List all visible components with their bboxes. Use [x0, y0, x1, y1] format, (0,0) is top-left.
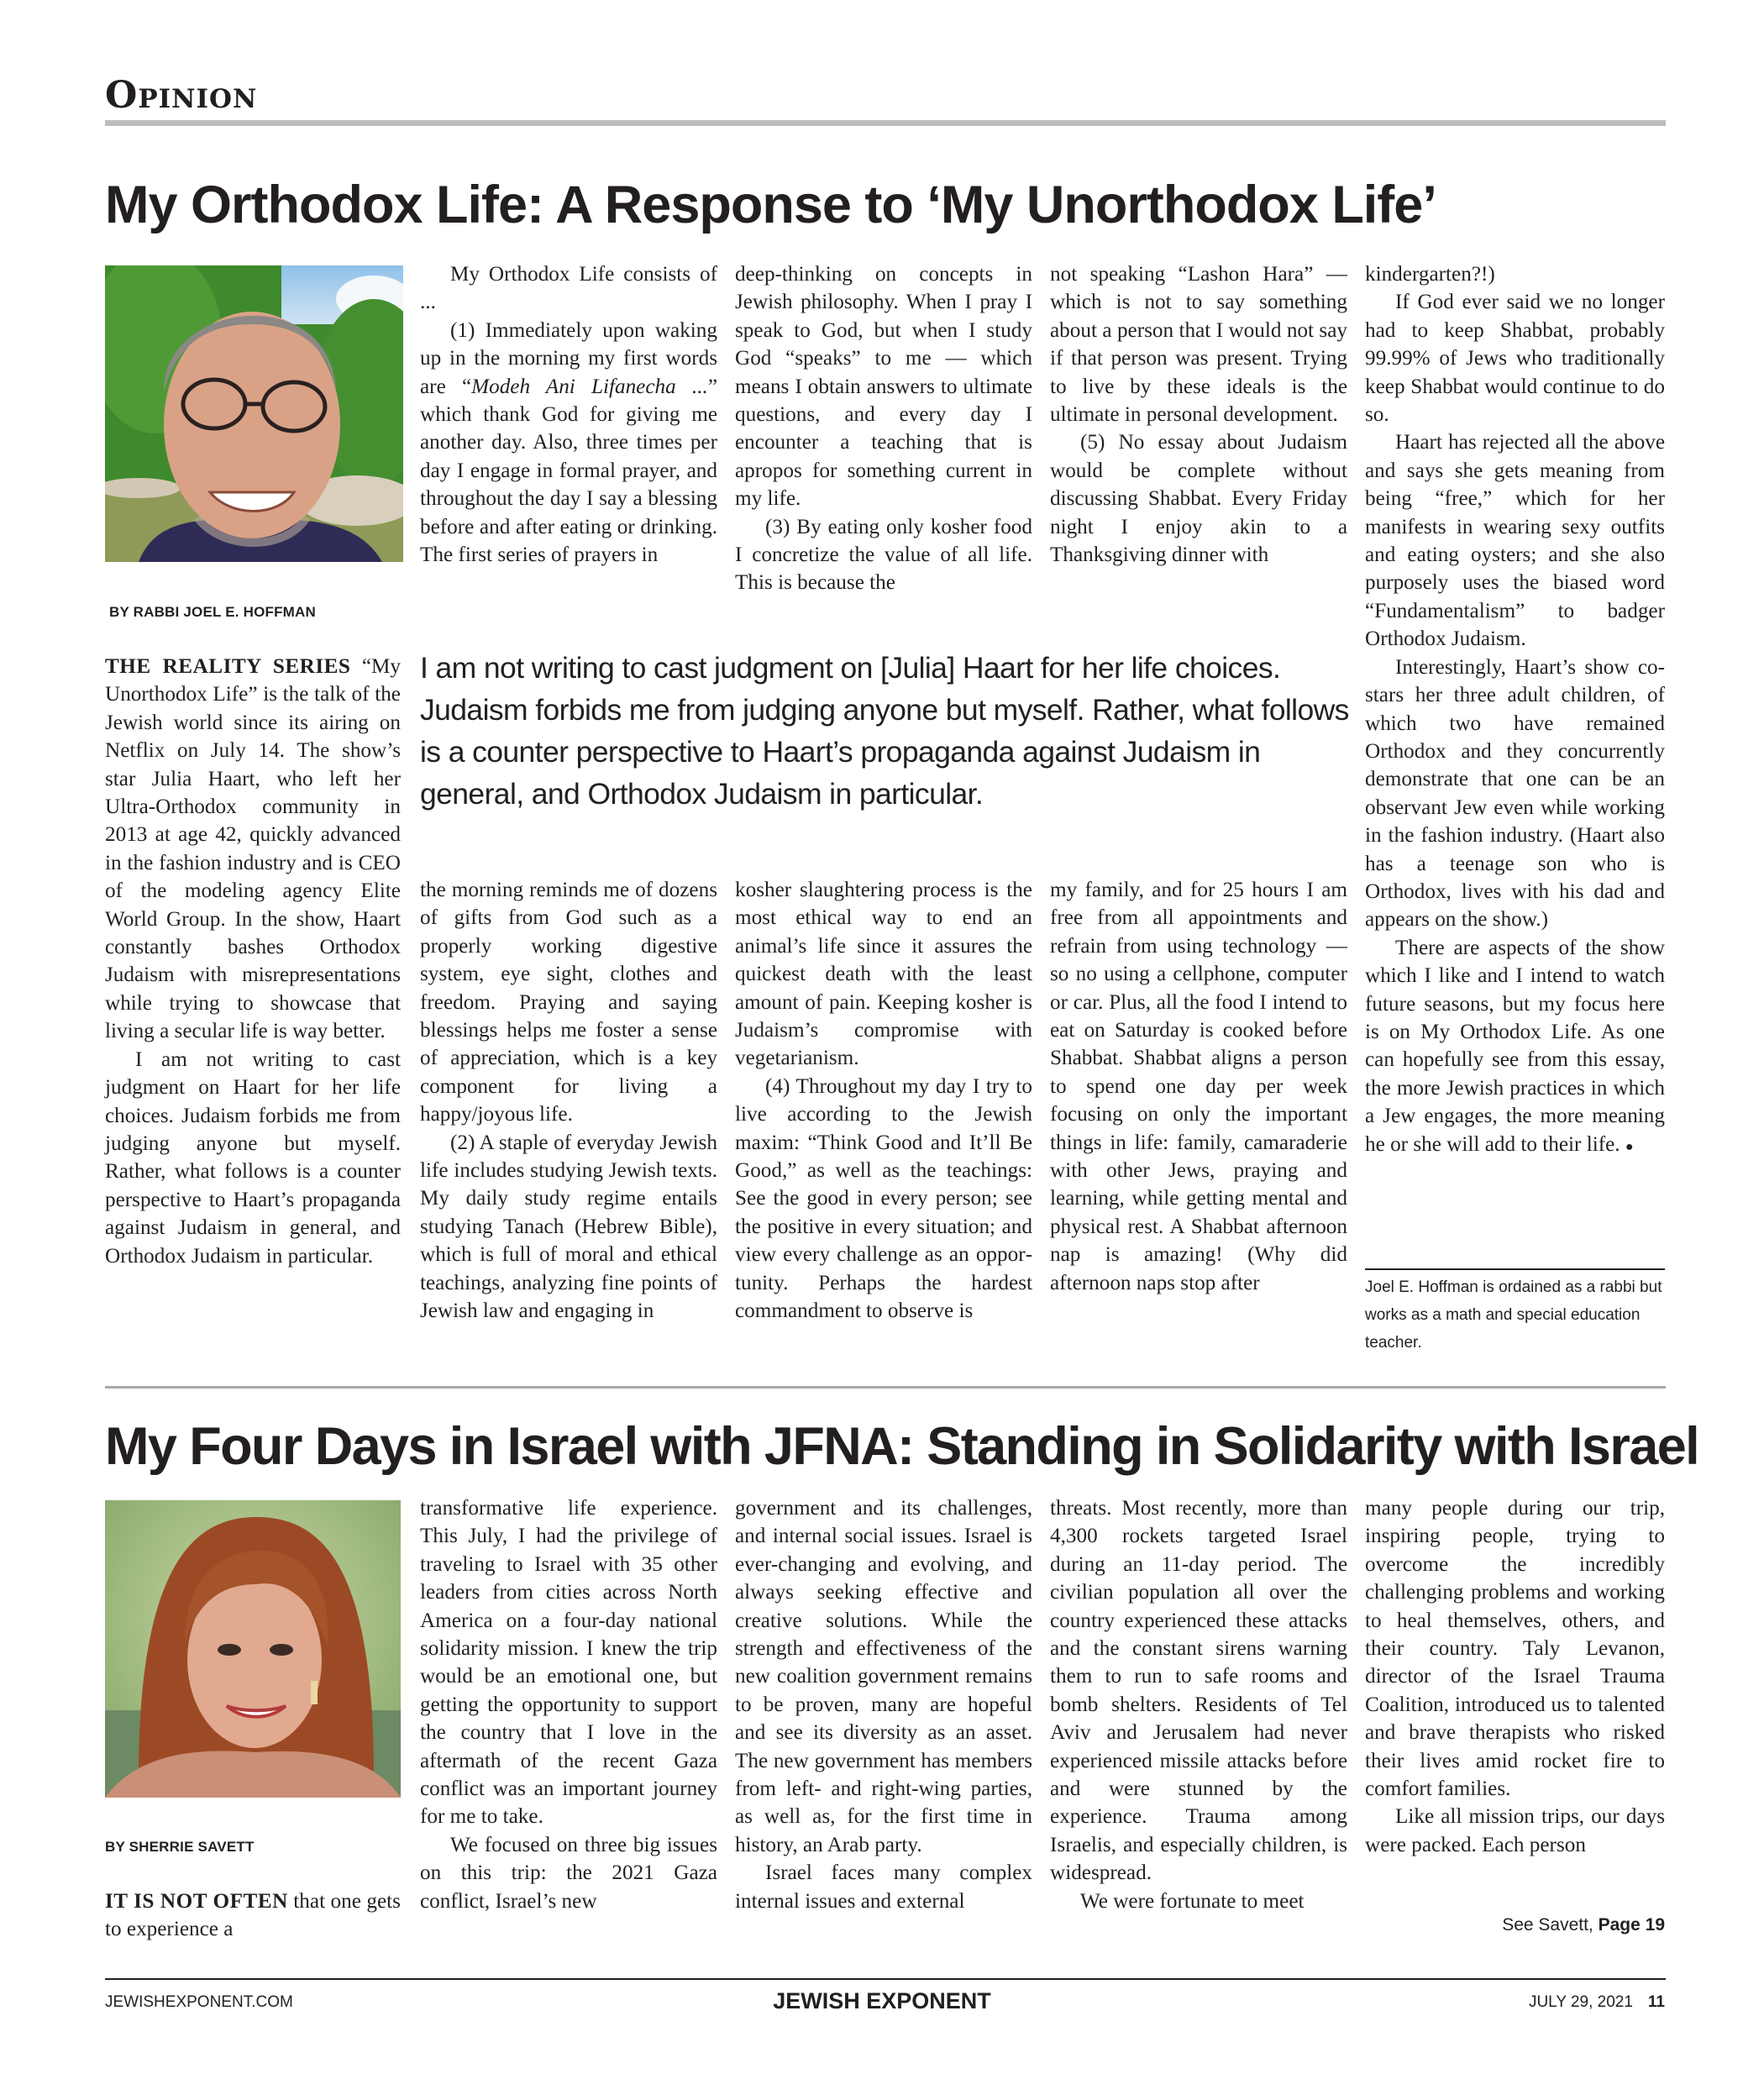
article1-paragraph: (4) Throughout my day I try to live according to the Jewish maxim: “Think Good and It’ll Be Good,” as well as the teachings: See the good in every person; see the positive in every situation; and view every challenge as an opportunity. Perhaps the hardest commandment to observe is — [735, 1074, 1032, 1323]
article1-paragraph: If God ever said we no longer had to keep Shabbat, probably 99.99% of Jews who traditionally keep Shabbat would continue to do so. — [1365, 291, 1665, 427]
author-bio: Joel E. Hoffman is ordained as a rabbi but works as a math and special education teacher. — [1365, 1278, 1662, 1352]
footer-date: JULY 29, 2021 — [1528, 1993, 1633, 2011]
article2-paragraph: Like all mission trips, our days were packed. Each person — [1365, 1805, 1665, 1856]
article1-paragraph: kosher slaughtering process is the most ethical way to end an animal’s life since it assures the quickest death with the least amount of pain. Keeping kosher is Judaism’s compromise with vegetarianism. — [735, 879, 1032, 1070]
continued-jump-link[interactable] — [1365, 1915, 1665, 1935]
article1-paragraph: Interestingly, Haart’s show co-stars her three adult children, of which two have remained Orthodox and they concurrently demonstrate that one can be an observant Jew even while working in the fashion industry. (Haart also has a teenage son who is Orthodox, lives with his dad and appears on the show.) — [1365, 655, 1665, 932]
article1-paragraph: not speaking “Lashon Hara” — which is not to say something about a person that I would not say if that person was present. Trying to live by these ideals is the ultimate in personal development. — [1050, 263, 1347, 427]
article2-lead-in: IT IS NOT OFTEN — [105, 1890, 288, 1913]
article1-column-4-top — [1050, 260, 1347, 569]
article1-paragraph: My Orthodox Life consists of ... — [420, 263, 717, 314]
article2-paragraph: threats. Most recently, more than 4,300 rockets targeted Israel during an 11-day period. The civilian population all over the country experienced these attacks and the constant sirens warning them to run to safe rooms and bomb shelters. Residents of Tel Aviv and Jerusalem had never experienced missile attacks before and were stunned by the experience. Trauma among Israelis, and especially children, is widespread. — [1050, 1497, 1347, 1885]
article2-paragraph: many people during our trip, inspiring people, trying to overcome the incredibly challenging problems and working to heal themselves, others, and their country. Taly Levanon, director of the Israel Trauma Coalition, introduced us to talented and brave therapists who risked their lives amid rocket fire to comfort families. — [1365, 1497, 1665, 1801]
article1-column-1 — [105, 653, 401, 1270]
article1-paragraph: (3) By eating only kosher food I concretize the value of all life. This is because the — [735, 515, 1032, 595]
article2-column-1 — [105, 1887, 401, 1944]
italic-phrase: Modeh Ani Lifanecha ... — [471, 375, 708, 398]
article1-column-4-bottom — [1050, 876, 1347, 1297]
article2-paragraph: We focused on three big issues on this trip: the 2021 Gaza conflict, Israel’s new — [420, 1833, 717, 1913]
portrait-image-icon — [105, 1500, 401, 1798]
author-photo-hoffman — [105, 265, 403, 562]
article2-column-4 — [1050, 1494, 1347, 1915]
article2-headline: My Four Days in Israel with JFNA: Standing in Solidarity with Israel — [105, 1417, 1699, 1476]
author-photo-savett — [105, 1500, 401, 1798]
footer-date-page — [1529, 1993, 1665, 2012]
article1-column-3-bottom — [735, 876, 1032, 1326]
article2-column-2 — [420, 1494, 717, 1915]
article2-paragraph: transformative life experience. This July, I had the privilege of traveling to Israel with 35 other leaders from cities across North America on a four-day national solidarity mission. I knew the trip would be an emotional one, but getting the opportunity to support the country that I love in the aftermath of the recent Gaza conflict was an important journey for me to take. — [420, 1497, 717, 1829]
article1-column-3-top — [735, 260, 1032, 597]
jump-prefix: See Savett, — [1502, 1915, 1599, 1935]
article1-paragraph: the morning reminds me of dozens of gifts from God such as a properly working digestive system, eye sight, clothes and freedom. Praying and saying blessings helps me foster a sense of appreciation, which is a key component for living a happy/joyous life. — [420, 879, 717, 1126]
article1-byline: BY RABBI JOEL E. HOFFMAN — [109, 604, 316, 620]
end-mark-icon: ● — [1625, 1139, 1634, 1154]
article-divider — [105, 1386, 1666, 1389]
article1-paragraph: I am not writing to cast judgment on Haart for her life choices. Judaism forbids me from judging anyone but myself. Rather, what follows is a counter perspective to Haart’s propaganda against Judaism in general, and Orthodox Judaism in particular. — [105, 1047, 401, 1268]
article1-column-2-top — [420, 260, 717, 569]
article2-paragraph: Israel faces many complex internal issues and external — [735, 1861, 1032, 1913]
text-run: (1) Immediately upon waking up in the morning my first words are “ — [420, 318, 717, 398]
article1-paragraph: kindergarten?!) — [1365, 263, 1495, 286]
footer-publication-name: JEWISH EXPONENT — [773, 1988, 991, 2013]
article2-column-5 — [1365, 1494, 1665, 1859]
article1-column-5 — [1365, 260, 1665, 1161]
section-label: Opinion — [105, 74, 258, 117]
text-run: ” which thank God for giving me another day. Also, three times per day I engage in formal prayer, and throughout the day I say a blessing before and after eating or drinking. The first series of prayers in — [420, 375, 717, 567]
footer-page-number: 11 — [1647, 1993, 1665, 2011]
article1-paragraph: Haart has rejected all the above and says she gets meaning from being “free,” which for her manifests in wearing sexy outfits and eating oysters; and she also purposely uses the biased word “Fundamentalism” to badger Orthodox Judaism. — [1365, 431, 1665, 651]
article2-paragraph: that one gets to experience a — [105, 1890, 401, 1941]
article2-column-3 — [735, 1494, 1032, 1915]
article1-paragraph: (5) No essay about Judaism would be complete without discussing Shabbat. Every Friday night I enjoy akin to a Thanksgiving dinner with — [1050, 431, 1347, 567]
article1-lead-in: THE REALITY SERIES — [105, 655, 351, 678]
jump-page: Page 19 — [1598, 1915, 1665, 1935]
pull-quote: I am not writing to cast judgment on [Julia] Haart for her life choices. Judaism forbids me from judging anyone but myself. Rather, what follows is a counter perspective to Haart’s propaganda against Judaism in general, and Orthodox Judaism in particular. — [420, 651, 1349, 811]
portrait-image-icon — [105, 265, 403, 562]
footer-website[interactable]: JEWISHEXPONENT.COM — [105, 1993, 293, 2011]
article1-paragraph: “My Unorthodox Life” is the talk of the Jewish world since its airing on Netflix on July 14. The show’s star Julia Haart, who left her Ultra-Orthodox community in 2013 at age 42, quickly advanced in the fashion industry and is CEO of the modeling agency Elite World Group. In the show, Haart constantly bashes Orthodox Judaism with misrepresentations while trying to showcase that living a secular life is way better. — [105, 655, 402, 1043]
article2-paragraph: We were fortunate to meet — [1080, 1889, 1305, 1913]
footer-rule — [105, 1978, 1666, 1980]
article1-paragraph: deep-thinking on concepts in Jewish philosophy. When I pray I speak to God, but when I study God “speaks” to me — which means I obtain answers to ultimate questions, and every day I encounter a teaching that is apropos for something current in my life. — [735, 263, 1032, 511]
article2-byline: BY SHERRIE SAVETT — [105, 1839, 255, 1855]
article1-column-2-bottom — [420, 876, 717, 1326]
article1-paragraph: (2) A staple of everyday Jewish life includes studying Jewish texts. My daily study regime entails studying Tanach (Hebrew Bible), which is full of moral and ethical teachings, analyzing fine points of Jewish law and engaging in — [420, 1131, 717, 1323]
article1-headline: My Orthodox Life: A Response to ‘My Unorthodox Life’ — [105, 176, 1436, 234]
article1-paragraph — [1365, 934, 1665, 1161]
article1-paragraph: my family, and for 25 hours I am free from all appointments and refrain from using technology — so no using a cellphone, computer or car. Plus, all the food I intend to eat on Saturday is cooked before Shabbat. Shabbat aligns a person to spend one day per week focusing on only the important things in life: family, camaraderie with other Jews, praying and learning, while getting mental and physical rest. A Shabbat afternoon nap is amazing! (Why did afternoon naps stop after — [1050, 879, 1347, 1294]
article2-paragraph: government and its challenges, and internal social issues. Israel is ever-changing and evolving, and always seeking effective and creative solutions. While the strength and effectiveness of the new coalition government remains to be proven, many are hopeful and see its diversity as an asset. The new government has members from left- and right-wing parties, as well as, for the first time in history, an Arab party. — [735, 1497, 1032, 1856]
section-rule — [105, 120, 1666, 126]
text-run: There are aspects of the show which I like and I intend to watch future seasons, but my focus here is on My Orthodox Life. As one can hopefully see from this essay, the more Jewish practices in which a Jew engages, the more meaning he or she will add to their life. — [1365, 936, 1665, 1156]
bio-rule — [1365, 1268, 1665, 1270]
article1-paragraph — [420, 317, 717, 570]
